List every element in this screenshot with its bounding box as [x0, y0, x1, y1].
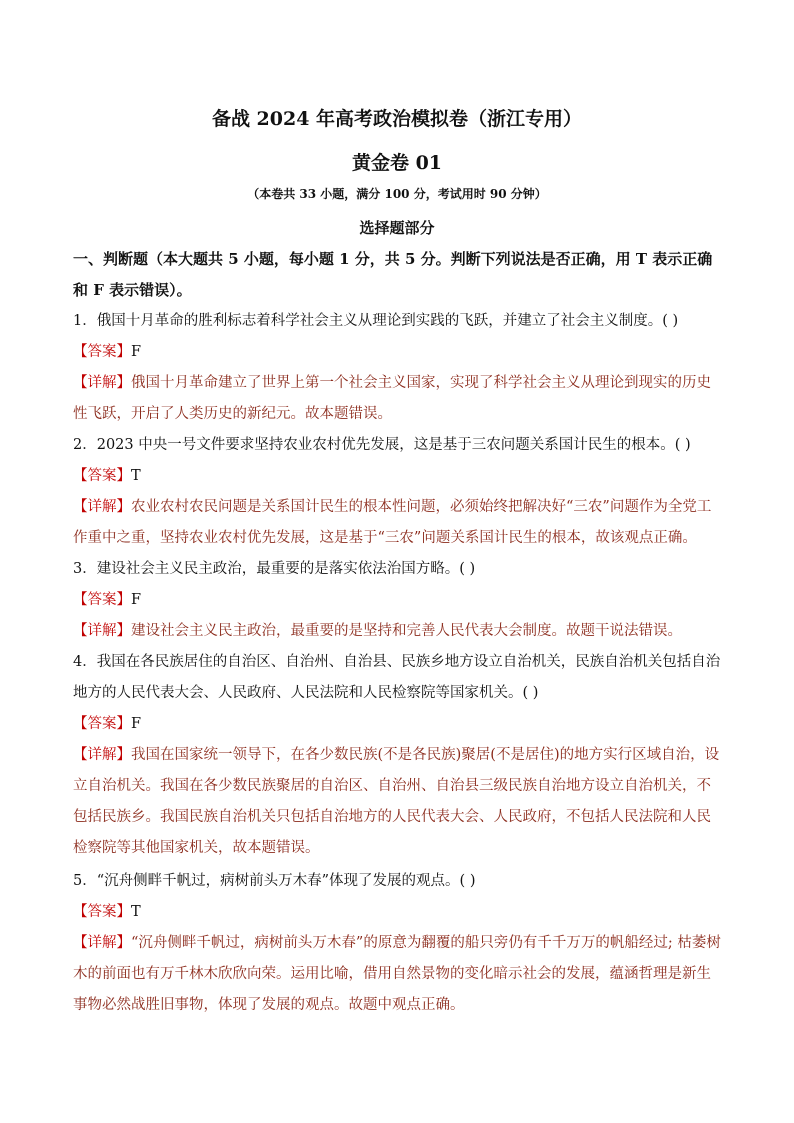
- exam-title: 备战 2024 年高考政治模拟卷（浙江专用）: [211, 108, 583, 130]
- question-stem: 5．“沉舟侧畔千帆过，病树前头万木春”体现了发展的观点。( ): [73, 873, 476, 889]
- explanation: [73, 492, 725, 554]
- question-stem: 4．我国在各民族居住的自治区、自治州、自治县、民族乡地方设立自治机关，民族自治机关包括自治地方的人民代表大会、人民政府、人民法院和人民检察院等国家机关。( ): [73, 654, 721, 701]
- explanation-text: “沉舟侧畔千帆过，病树前头万木春”的原意为翻覆的船只旁仍有千千万万的帆船经过; 枯萎树木的前面也有万千林木欣欣向荣。运用比喻，借用自然景物的变化暗示社会的发展，蕴涵哲理是新生事物必然战胜旧事物，体现了发展的观点。故题中观点正确。: [73, 935, 721, 1013]
- answer-line: [73, 337, 725, 368]
- answer-value: T: [131, 904, 141, 920]
- answer-line: [73, 461, 725, 492]
- answer-value: T: [131, 468, 141, 484]
- question-stem: 2．2023 中央一号文件要求坚持农业农村优先发展，这是基于三农问题关系国计民生的根本。( ): [73, 437, 691, 453]
- answer-line: [73, 709, 725, 740]
- answer-label: 【答案】: [73, 468, 131, 484]
- explanation: [73, 368, 725, 430]
- explanation-text: 俄国十月革命建立了世界上第一个社会主义国家，实现了科学社会主义从理论到现实的历史性飞跃，开启了人类历史的新纪元。故本题错误。: [73, 375, 711, 422]
- explanation: [73, 616, 725, 647]
- explanation: [73, 928, 725, 1021]
- answer-value: F: [131, 716, 142, 732]
- question-stem: 3．建设社会主义民主政治，最重要的是落实依法治国方略。( ): [73, 561, 476, 577]
- part-heading: 一、判断题（本大题共 5 小题，每小题 1 分，共 5 分。判断下列说法是否正确，用 T 表示正确和 F 表示错误）。: [73, 250, 713, 299]
- answer-label: 【答案】: [73, 592, 131, 608]
- question-stem: 1．俄国十月革命的胜利标志着科学社会主义从理论到实践的飞跃，并建立了社会主义制度。( ): [73, 313, 679, 329]
- explanation-text: 我国在国家统一领导下，在各少数民族(不是各民族)聚居(不是居住)的地方实行区域自治，设立自治机关。我国在各少数民族聚居的自治区、自治州、自治县三级民族自治地方设立自治机关，不包括民族乡。我国民族自治机关只包括自治地方的人民代表大会、人民政府，不包括人民法院和人民检察院等其他国家机关，故本题错误。: [73, 747, 720, 856]
- exam-note: （本卷共 33 小题，满分 100 分，考试用时 90 分钟）: [247, 187, 547, 201]
- explanation-label: 【详解】: [73, 935, 131, 951]
- answer-value: F: [131, 344, 142, 360]
- explanation-text: 农业农村农民问题是关系国计民生的根本性问题，必须始终把解决好“三农”问题作为全党工作重中之重，坚持农业农村优先发展，这是基于“三农”问题关系国计民生的根本，故该观点正确。: [73, 499, 712, 546]
- answer-line: [73, 897, 725, 928]
- explanation-label: 【详解】: [73, 499, 131, 515]
- answer-label: 【答案】: [73, 716, 131, 732]
- answer-value: F: [131, 592, 142, 608]
- explanation: [73, 740, 725, 864]
- explanation-text: 建设社会主义民主政治，最重要的是坚持和完善人民代表大会制度。故题干说法错误。: [131, 623, 682, 639]
- explanation-label: 【详解】: [73, 623, 131, 639]
- explanation-label: 【详解】: [73, 375, 131, 391]
- exam-subtitle: 黄金卷 01: [351, 152, 443, 174]
- answer-line: [73, 585, 725, 616]
- explanation-label: 【详解】: [73, 747, 131, 763]
- answer-label: 【答案】: [73, 904, 131, 920]
- section-title: 选择题部分: [359, 219, 435, 237]
- answer-label: 【答案】: [73, 344, 131, 360]
